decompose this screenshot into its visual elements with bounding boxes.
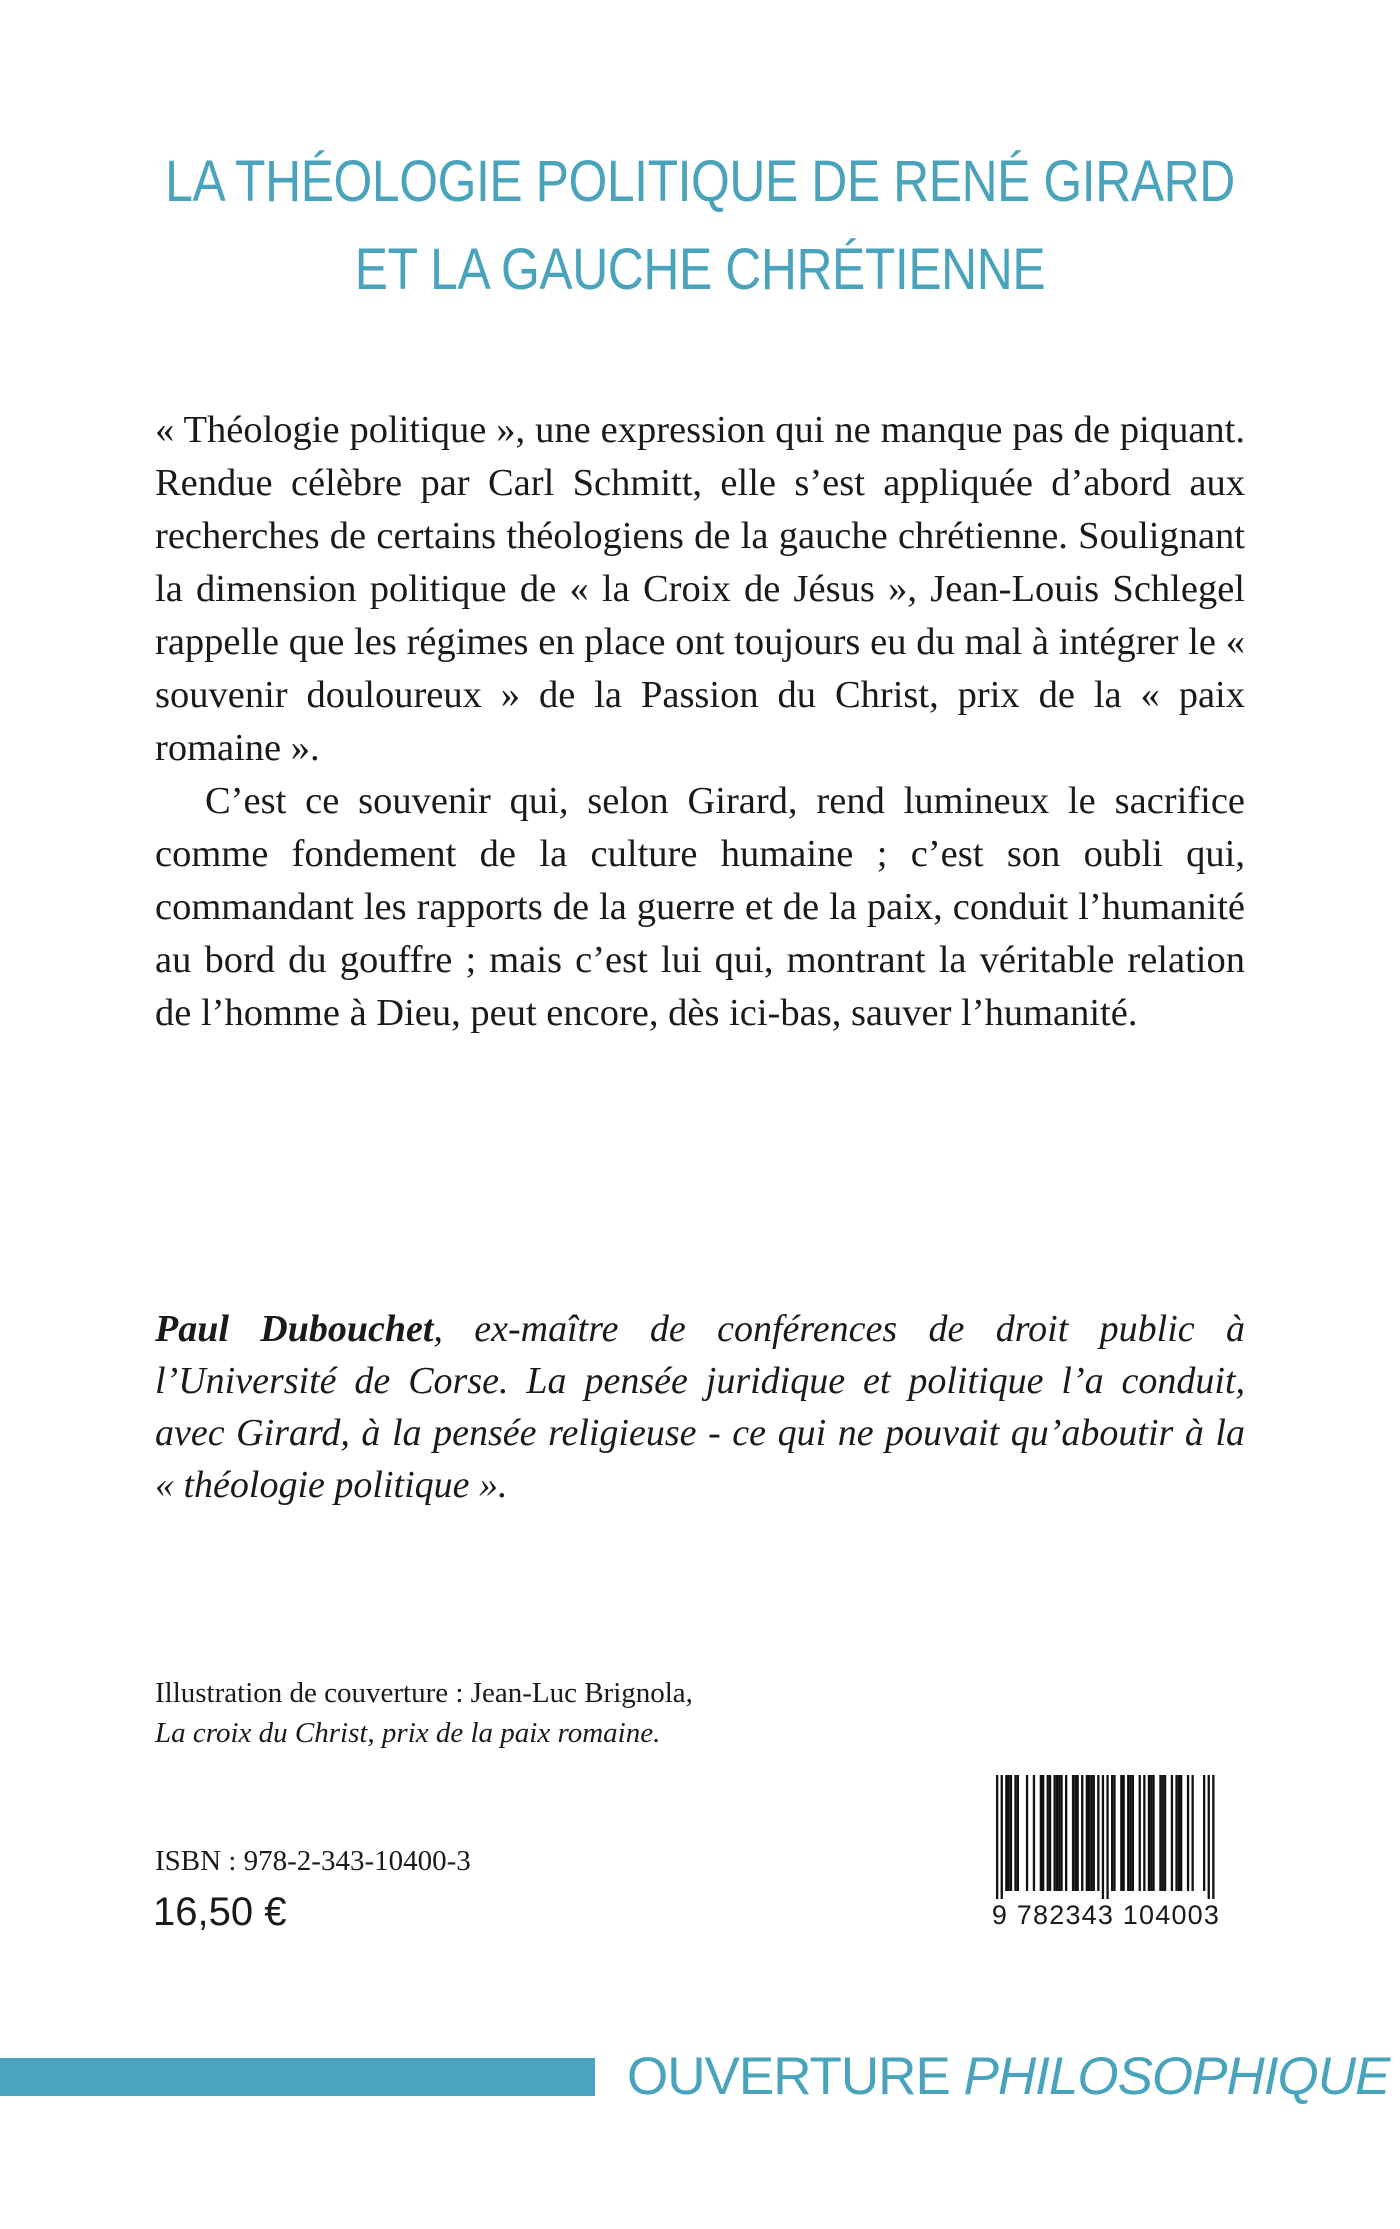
author-bio [155,1303,1245,1511]
barcode-bar [1148,1775,1150,1891]
barcode-bar [1056,1775,1058,1891]
barcode-bar [1042,1775,1044,1891]
barcode-bar [1005,1775,1007,1891]
barcode-bar [1033,1775,1035,1891]
barcode-bar [1106,1775,1108,1899]
price: 16,50 € [153,1890,287,1934]
barcode-bar [1049,1775,1051,1891]
barcode-bar [1132,1775,1134,1891]
barcode-digits: 9 782343 104003 [991,1900,1221,1930]
barcode-bar [1077,1775,1079,1891]
barcode-bar [1159,1775,1161,1891]
barcode-bar [1178,1775,1180,1891]
barcode-bar [1040,1775,1042,1891]
barcode-bar [1102,1775,1104,1899]
barcode-bar [996,1775,998,1899]
barcode-bar [1127,1775,1129,1891]
barcode-bar [1192,1775,1194,1891]
barcode-bar [1026,1775,1028,1891]
barcode-bar [1164,1775,1166,1891]
collection-name [627,2045,1389,2109]
barcode-bar [1129,1775,1131,1891]
barcode-bar [1180,1775,1182,1891]
barcode-bar [1093,1775,1095,1891]
barcode-bar [1139,1775,1141,1891]
barcode-bar [1047,1775,1049,1891]
barcode-bar [1058,1775,1060,1891]
barcode-bar [1081,1775,1083,1891]
barcode-bar [1152,1775,1154,1891]
barcode-bar [1014,1775,1016,1891]
barcode-bar [1203,1775,1205,1891]
summary-paragraph-2: C’est ce souvenir qui, selon Girard, rend lumineux le sacrifice comme fondement de la culture humaine ; c’est son oubli qui, commandant les rapports de la guerre et de la paix, conduit l’humanité au bord du gouffre ; mais c’est lui qui, montrant la véritable relation de l’homme à Dieu, peut encore, dès ici-bas, sauver l’humanité. [155,780,1245,1034]
barcode-bar [1088,1775,1090,1891]
barcode-bar [1150,1775,1152,1891]
barcode-bar [1060,1775,1062,1891]
cover-credit [155,1673,693,1753]
barcode-bar [1171,1775,1173,1891]
credit-line-2: La croix du Christ, prix de la paix romaine. [155,1717,661,1749]
author-bio-text: , ex-maître de conférences de droit public à l’Université de Corse. La pensée juridique et politique l’a conduit, avec Girard, à la pensée religieuse - ce qui ne pouvait qu’aboutir à la « théologie politique ». [155,1308,1245,1506]
barcode-bar [1054,1775,1056,1891]
barcode-bar [1113,1775,1115,1891]
title-line-1: LA THÉOLOGIE POLITIQUE DE RENÉ GIRARD [165,149,1235,214]
title-line-2: ET LA GAUCHE CHRÉTIENNE [354,237,1046,302]
barcode-bar [1010,1775,1012,1891]
barcode-bar [1143,1775,1145,1891]
barcode-bar [1001,1775,1003,1899]
barcode-bar [1072,1775,1074,1891]
isbn: ISBN : 978-2-343-10400-3 [155,1845,471,1877]
credit-line-1: Illustration de couverture : Jean-Luc Brignola, [155,1677,693,1709]
barcode-bar [1097,1775,1099,1891]
barcode-bar [1175,1775,1177,1891]
barcode-bar [1090,1775,1092,1891]
collection-band [0,2058,595,2096]
summary [155,404,1245,1040]
barcode-bar [1212,1775,1214,1899]
barcode-bar [1017,1775,1019,1891]
summary-paragraph-1: « Théologie politique », une expression qui ne manque pas de piquant. Rendue célèbre par Carl Schmitt, elle s’est appliquée d’abord aux recherches de certains théologiens de la gauche chrétienne. Soulignant la dimension politique de « la Croix de Jésus », Jean-Louis Schlegel rappelle que les régimes en place ont toujours eu du mal à intégrer le « souvenir douloureux » de la Passion du Christ, prix de la « paix romaine ». [155,409,1245,769]
book-title [98,138,1302,314]
barcode-bar [1074,1775,1076,1891]
barcode-bar [1120,1775,1122,1891]
collection-name-part-2: PHILOSOPHIQUE [963,2047,1390,2106]
barcode [972,1775,1240,1931]
barcode-bar [1187,1775,1189,1891]
barcode-bar [1162,1775,1164,1891]
barcode-bar [1123,1775,1125,1891]
barcode-bar [1086,1775,1088,1891]
barcode-bar [1208,1775,1210,1899]
barcode-bar [1065,1775,1067,1891]
barcode-bars [972,1775,1240,1899]
barcode-bar [1008,1775,1010,1891]
collection-name-part-1: OUVERTURE [627,2047,964,2106]
barcode-bar [1111,1775,1113,1891]
author-name: Paul Dubouchet [155,1308,434,1350]
